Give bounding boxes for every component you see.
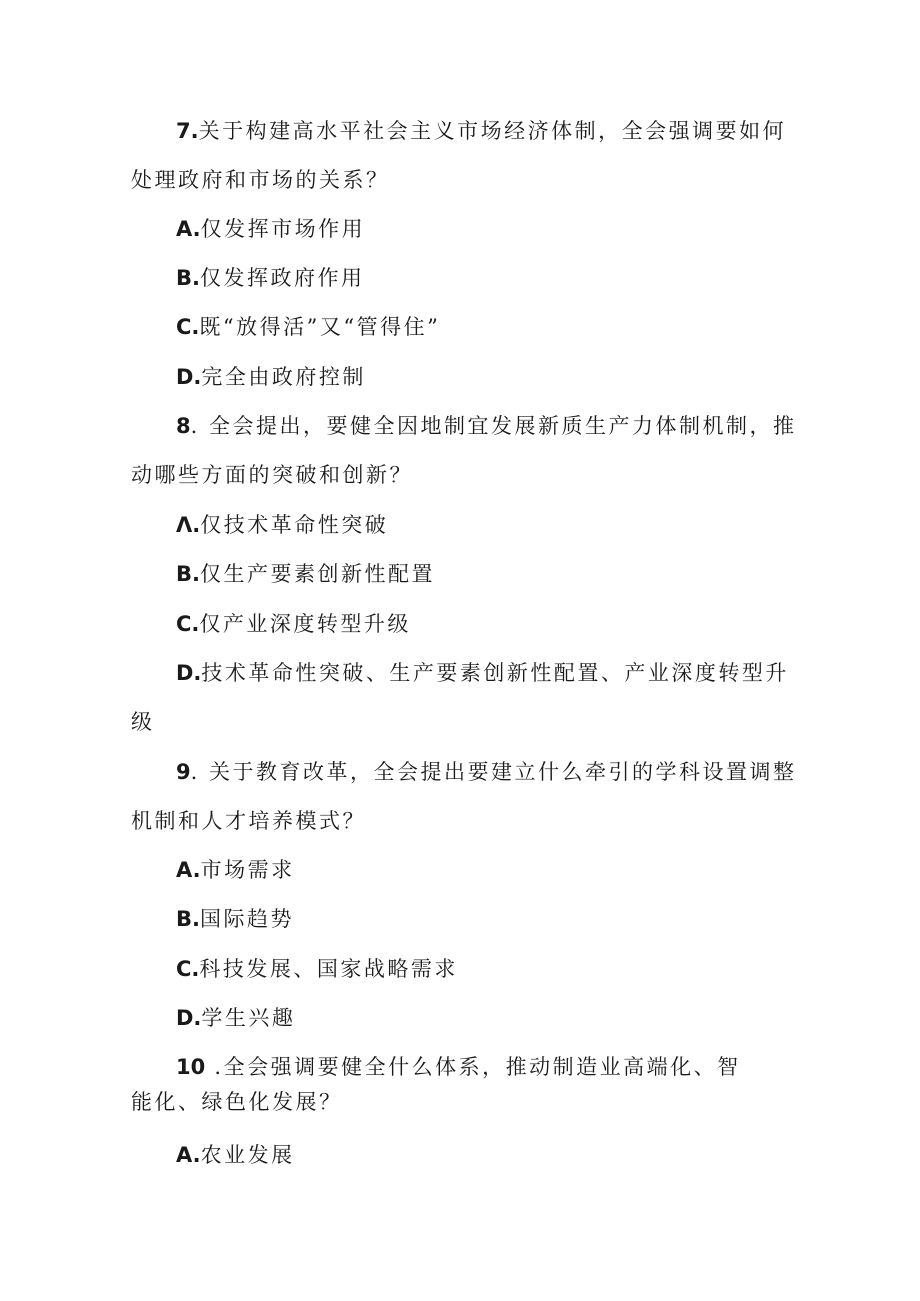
- question-8-line-1: [176, 411, 796, 441]
- question-7-option-b: [176, 263, 364, 293]
- option-letter: D.: [176, 365, 202, 389]
- question-text: 关于构建高水平社会主义市场经济体制，全会强调要如何: [198, 119, 787, 143]
- question-7-option-d: [176, 362, 366, 392]
- question-10-line-1: [176, 1052, 741, 1082]
- question-10-option-a: [176, 1140, 295, 1170]
- option-text: 技术革命性突破、生产要素创新性配置、产业深度转型升: [201, 661, 789, 685]
- option-text: 科技发展、国家战略需求: [199, 957, 458, 981]
- question-text: . 全会提出，要健全因地制宜发展新质生产力体制机制，推: [190, 414, 797, 438]
- question-number: 10: [176, 1055, 206, 1079]
- option-letter: C.: [176, 957, 200, 981]
- option-text: 仅技术革命性突破: [200, 513, 389, 537]
- question-9-option-b: [176, 904, 294, 934]
- option-letter: C.: [176, 315, 200, 339]
- option-letter: B.: [176, 562, 200, 586]
- question-7-line-2: 处理政府和市场的关系？: [131, 168, 390, 192]
- option-letter: A.: [176, 1143, 201, 1167]
- option-text: 市场需求: [200, 858, 295, 882]
- option-text: 仅发挥市场作用: [200, 217, 366, 241]
- question-9-option-c: [176, 954, 458, 984]
- option-letter: Λ.: [176, 513, 201, 537]
- question-9-line-2: 机制和人才培养模式？: [131, 809, 366, 833]
- question-7-option-c: [176, 312, 440, 342]
- question-9-option-a: [176, 855, 295, 885]
- question-8-option-d: [176, 658, 789, 688]
- question-text: . 关于教育改革，全会提出要建立什么牵引的学科设置调整: [190, 760, 797, 784]
- question-8-option-c: [176, 609, 411, 639]
- option-text: 仅产业深度转型升级: [199, 612, 411, 636]
- option-letter: D.: [176, 661, 202, 685]
- option-text: 仅发挥政府作用: [199, 266, 365, 290]
- question-number: 9: [176, 760, 191, 784]
- question-9-line-1: [176, 757, 796, 787]
- option-text: 完全由政府控制: [201, 365, 366, 389]
- question-8-line-2: 动哪些方面的突破和创新？: [131, 463, 413, 487]
- question-7-line-1: [176, 116, 786, 146]
- option-text: 农业发展: [200, 1143, 295, 1167]
- question-9-option-d: [176, 1003, 295, 1033]
- option-text: 仅生产要素创新性配置: [199, 562, 435, 586]
- option-letter: D.: [176, 1006, 202, 1030]
- option-letter: A.: [176, 858, 201, 882]
- option-letter: B.: [176, 266, 200, 290]
- question-8-option-a: [176, 510, 388, 540]
- question-7-option-a: [176, 214, 365, 244]
- option-text: 既“放得活”又“管得住”: [199, 315, 441, 339]
- question-text: .全会强调要健全什么体系，推动制造业高端化、智: [205, 1055, 741, 1079]
- option-text: 国际趋势: [199, 907, 294, 931]
- question-number: 7.: [176, 119, 199, 143]
- question-8-option-b: [176, 559, 435, 589]
- option-text: 学生兴趣: [201, 1006, 296, 1030]
- option-letter: B.: [176, 907, 200, 931]
- question-number: 8: [176, 414, 191, 438]
- question-8-option-d-continued: 级: [131, 710, 155, 734]
- question-10-line-2: 能化、绿色化发展？: [131, 1090, 343, 1114]
- option-letter: A.: [176, 217, 201, 241]
- option-letter: C.: [176, 612, 200, 636]
